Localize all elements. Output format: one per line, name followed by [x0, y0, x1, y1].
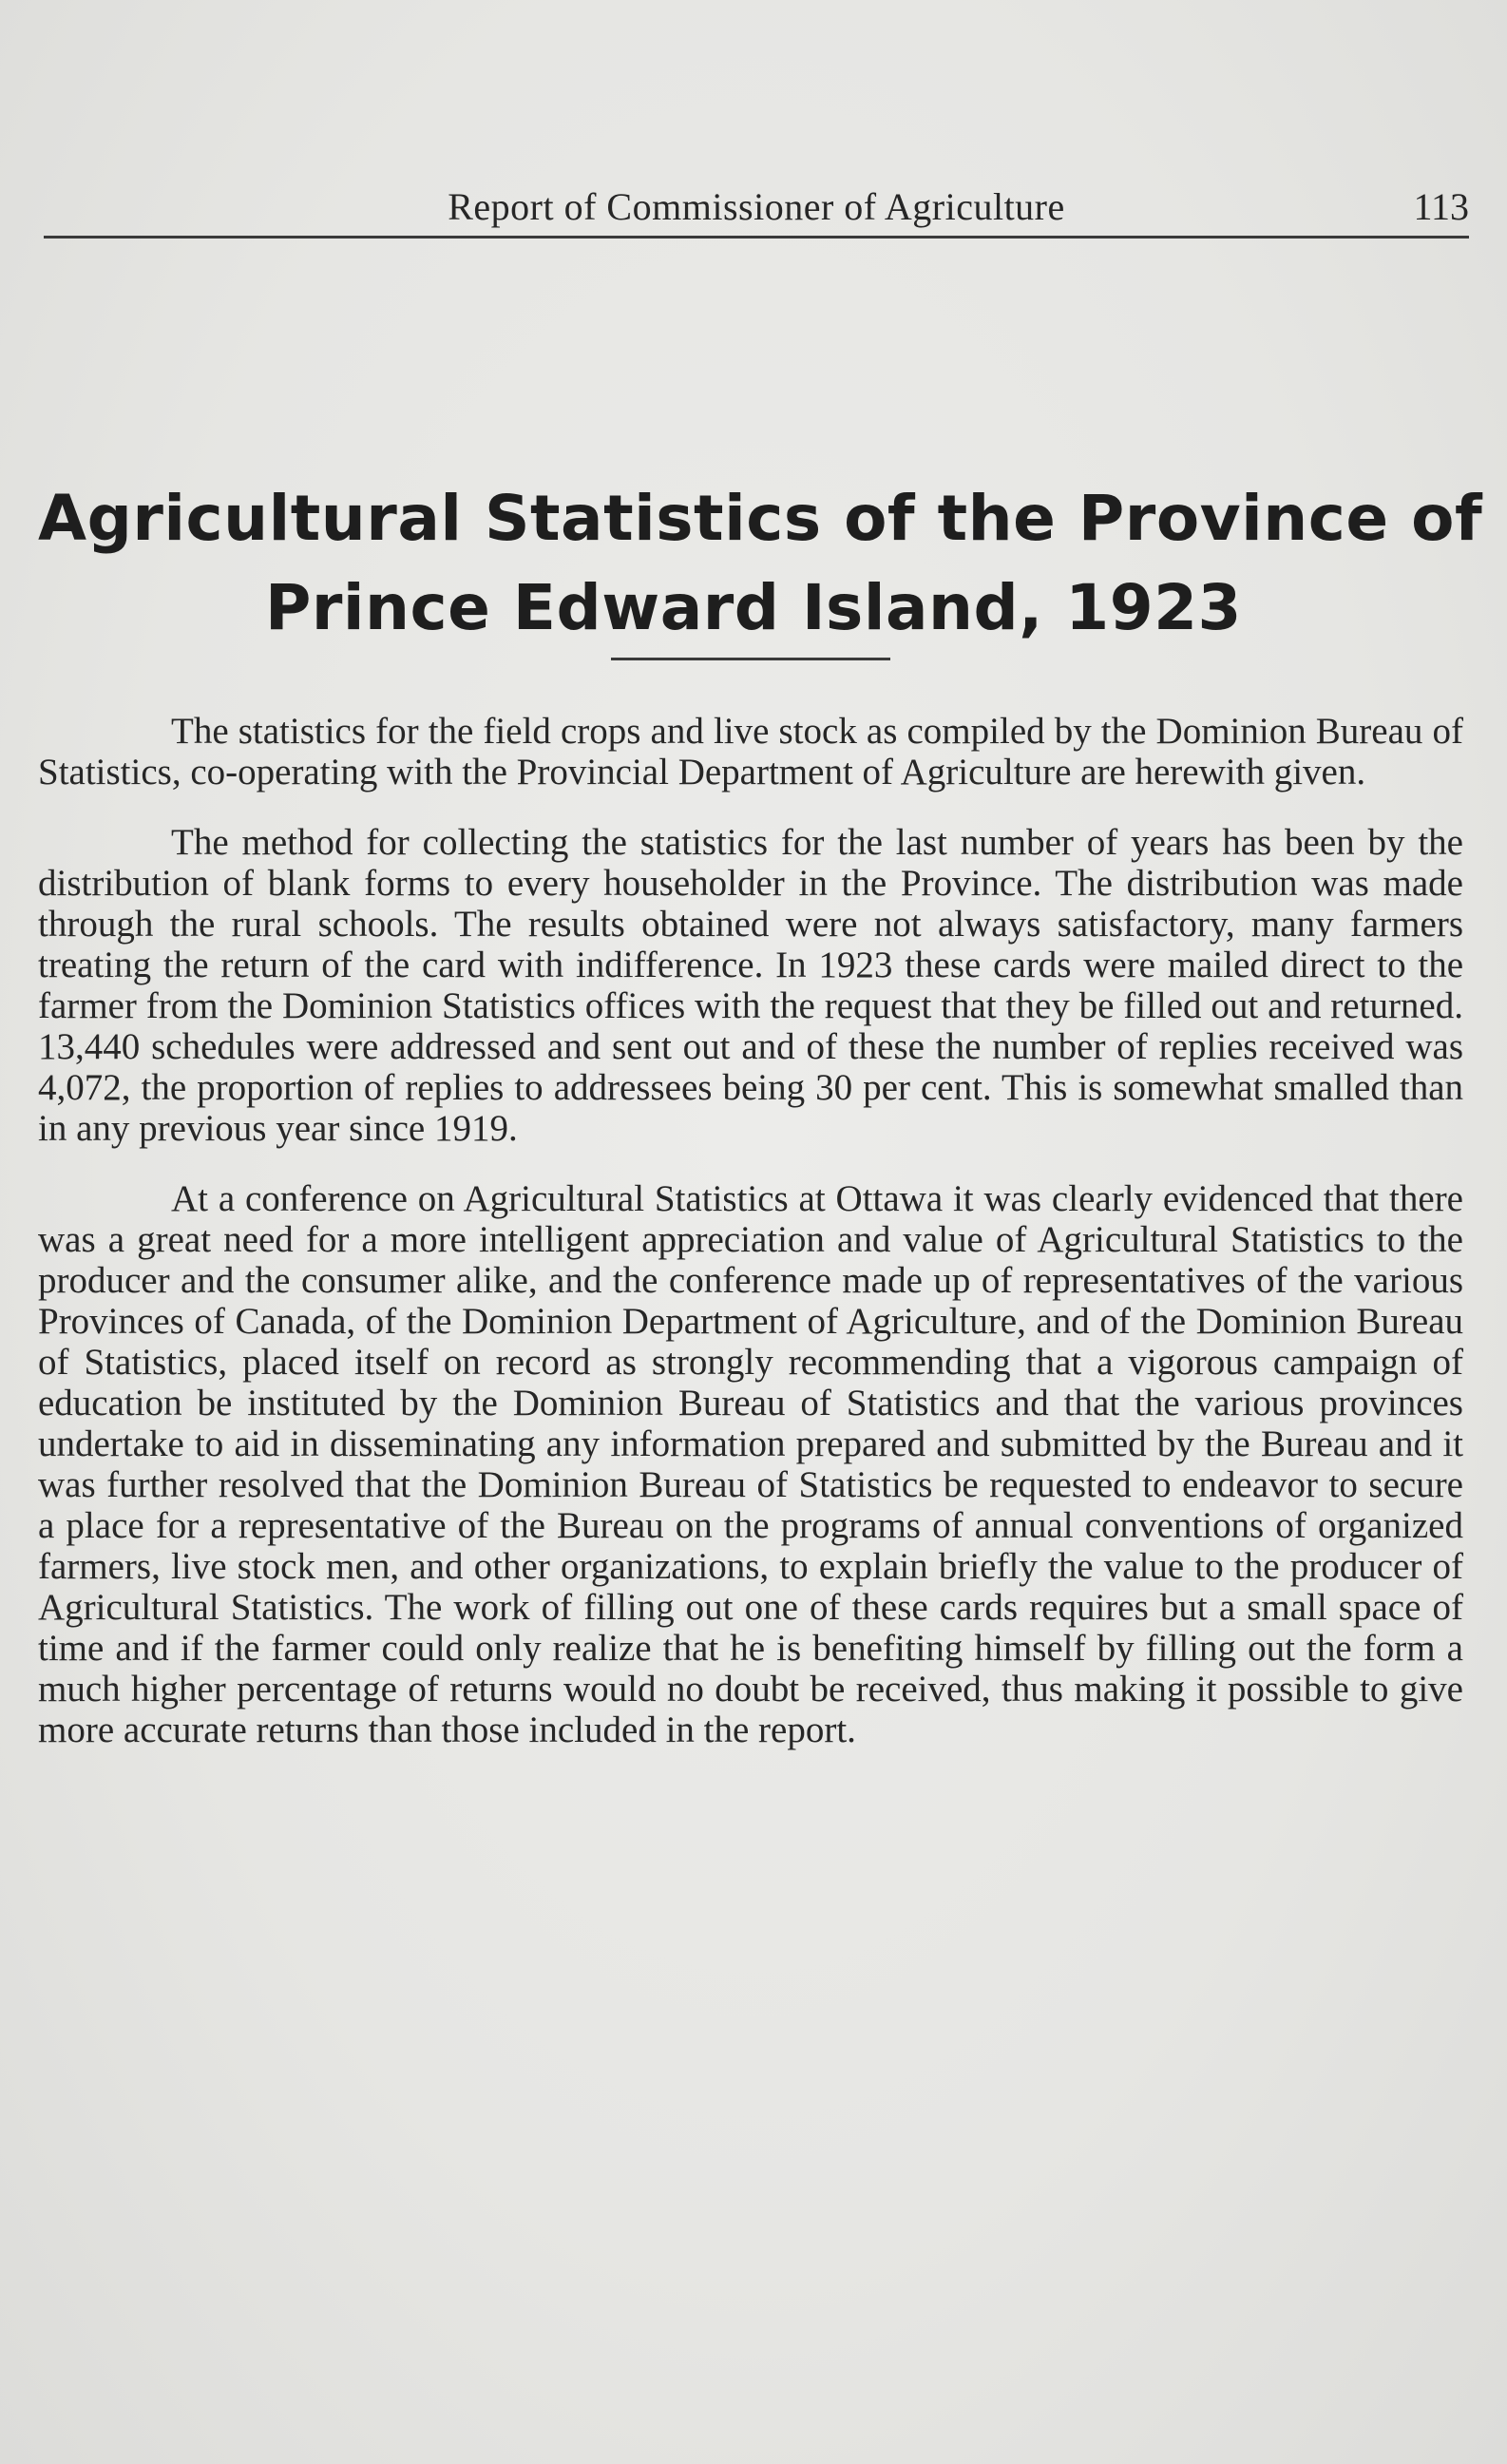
- title-line-1: Agricultural Statistics of the Province of: [38, 482, 1483, 556]
- paragraph-intro: The statistics for the field crops and live stock as compiled by the Dominion Bureau of Statistics, co-operating with the Provincial Department of Agriculture are herewith given.: [38, 711, 1463, 793]
- paragraph-conference: At a conference on Agricultural Statistics at Ottawa it was clearly evidenced that there was a great need for a more intelligent appreciation and value of Agricultural Statistics to the producer and the consumer alike, and the conference made up of representatives of the various Provinces of Canada, of the Dominion Department of Agriculture, and of the Dominion Bureau of Statistics, placed itself on record as strongly recommending that a vigorous campaign of education be instituted by the Dominion Bureau of Statistics and that the various provinces undertake to aid in disseminating any information prepared and submitted by the Bureau and it was further resolved that the Dominion Bureau of Statistics be requested to endeavor to secure a place for a representative of the Bureau on the programs of annual conventions of organized farmers, live stock men, and other organizations, to explain briefly the value to the producer of Agricultural Statistics. The work of filling out one of these cards requires but a small space of time and if the farmer could only realize that he is benefiting himself by filling out the form a much higher percentage of returns would no doubt be received, thus making it possible to give more accurate returns than those included in the report.: [38, 1178, 1463, 1750]
- paragraph-method: The method for collecting the statistics for the last number of years has been by the distribution of blank forms to every householder in the Province. The distribution was made through the rural schools. The results obtained were not always satisfactory, many farmers treating the return of the card with indifference. In 1923 these cards were mailed direct to the farmer from the Dominion Statistics offices with the request that they be filled out and returned. 13,440 schedules were addressed and sent out and of these the number of replies received was 4,072, the proportion of replies to addressees being 30 per cent. This is somewhat smalled than in any previous year since 1919.: [38, 822, 1463, 1149]
- running-title: Report of Commissioner of Agriculture: [448, 185, 1065, 228]
- page-number: 113: [1413, 185, 1469, 228]
- title-line-2: Prince Edward Island, 1923: [265, 571, 1242, 645]
- title-divider: [611, 658, 890, 660]
- body-text: [38, 711, 1463, 1780]
- document-title: [38, 474, 1483, 653]
- running-header: [44, 181, 1469, 239]
